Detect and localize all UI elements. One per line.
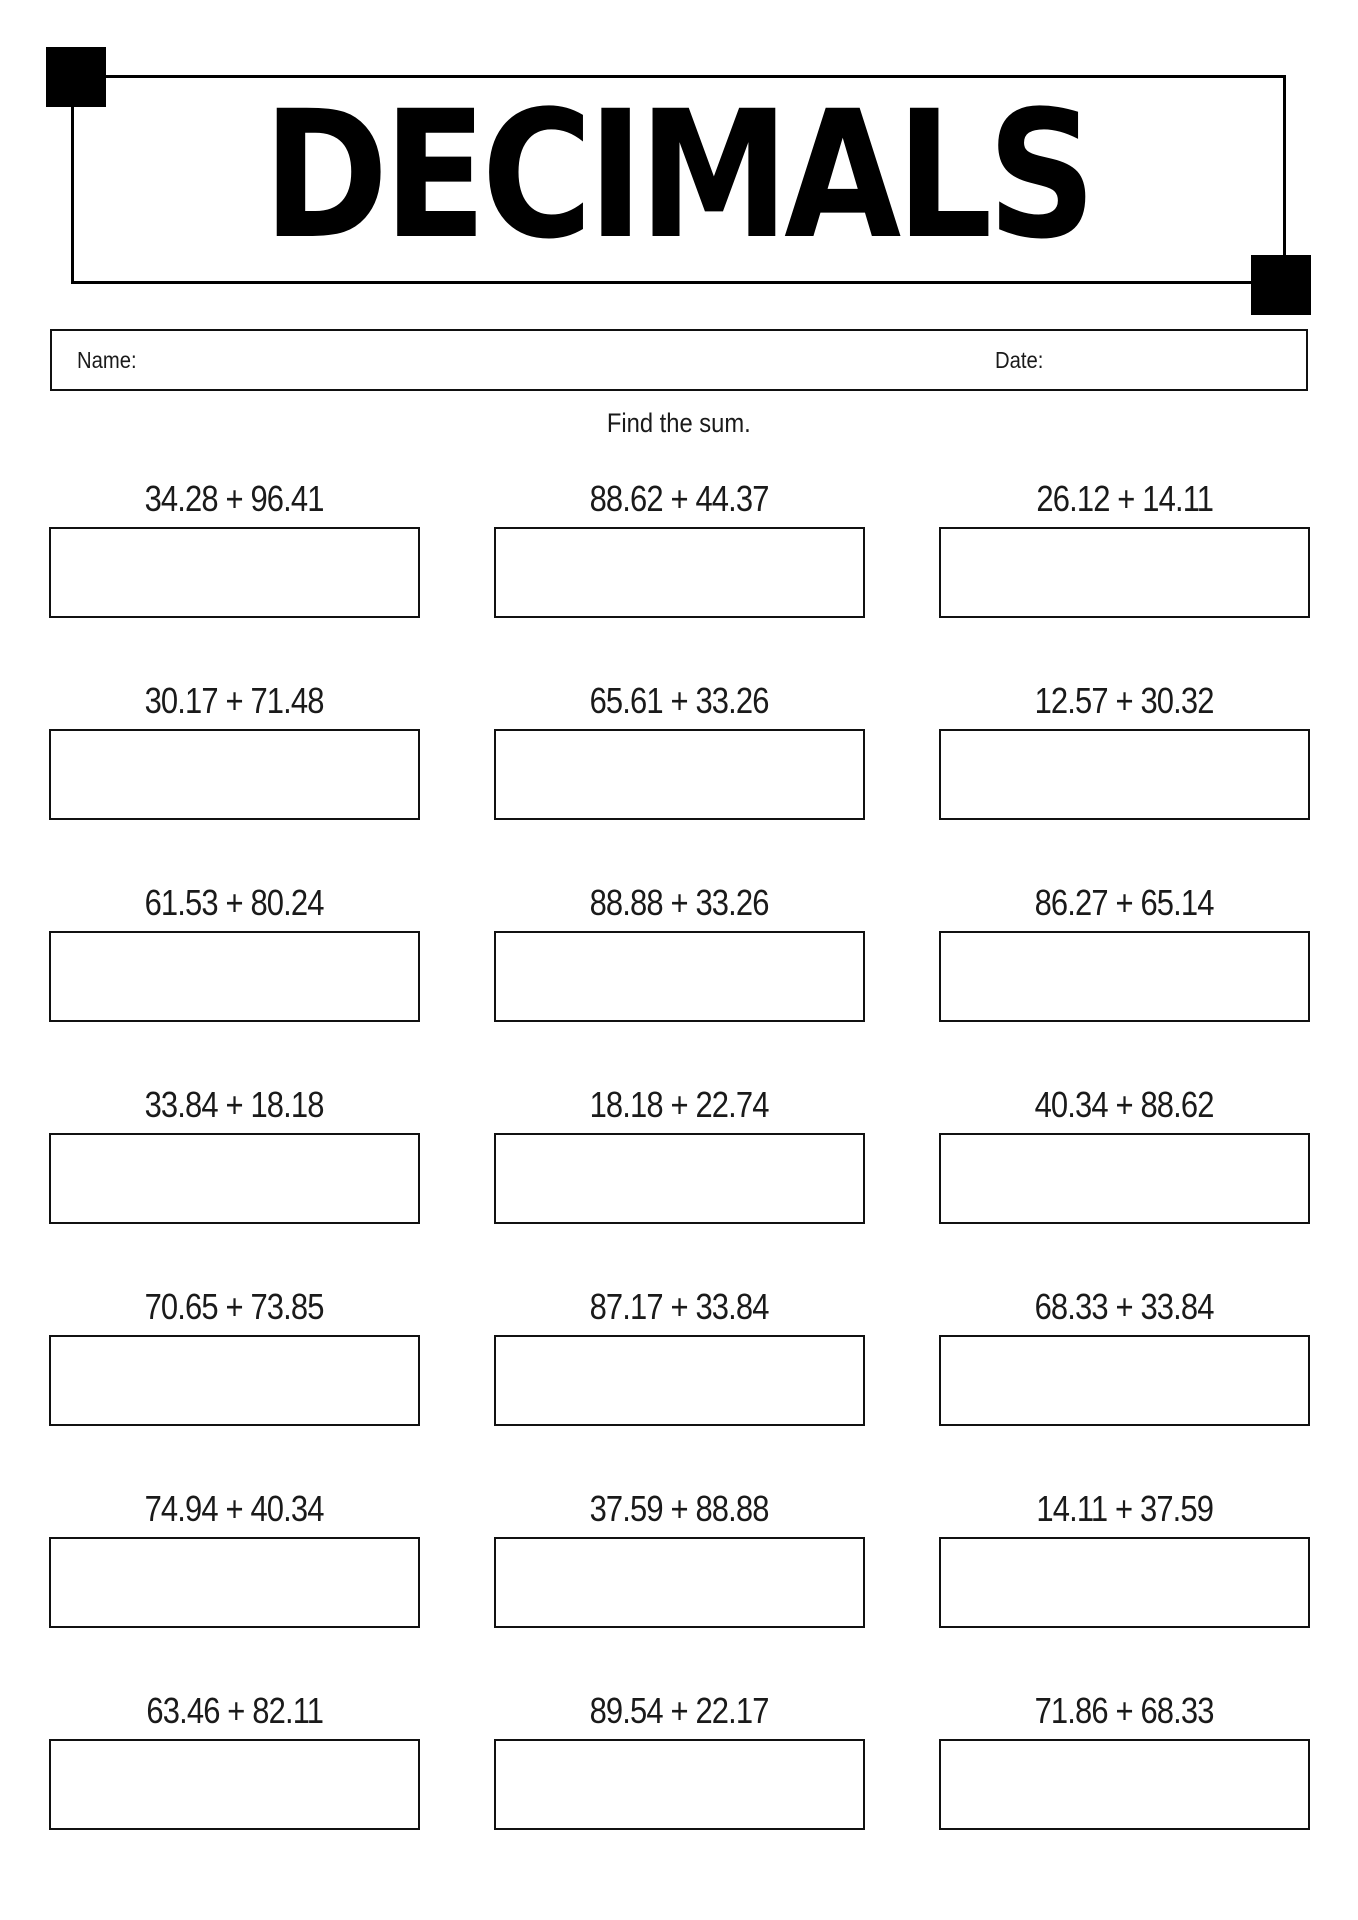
problem-expression: 89.54 + 22.17 [589,1690,770,1731]
answer-box[interactable] [49,1133,420,1224]
answer-box[interactable] [494,1739,865,1830]
answer-box[interactable] [939,729,1310,820]
page-title: DECIMALS [262,73,1092,278]
answer-box[interactable] [49,1739,420,1830]
problem-expression: 40.34 + 88.62 [1034,1084,1215,1125]
date-label: Date: [995,347,1044,373]
name-date-box[interactable] [50,329,1308,391]
answer-box[interactable] [939,1133,1310,1224]
problem-expression: 18.18 + 22.74 [589,1084,770,1125]
problem-expression: 87.17 + 33.84 [589,1286,770,1327]
problem-expression: 70.65 + 73.85 [144,1286,325,1327]
answer-box[interactable] [939,1537,1310,1628]
answer-box[interactable] [49,931,420,1022]
answer-box[interactable] [939,1739,1310,1830]
problem-expression: 68.33 + 33.84 [1034,1286,1215,1327]
answer-box[interactable] [49,1335,420,1426]
problem-expression: 33.84 + 18.18 [144,1084,325,1125]
problem-expression: 34.28 + 96.41 [144,478,325,519]
problem-expression: 65.61 + 33.26 [589,680,770,721]
answer-box[interactable] [494,729,865,820]
answer-box[interactable] [494,1133,865,1224]
answer-box[interactable] [49,527,420,618]
answer-box[interactable] [494,1335,865,1426]
answer-box[interactable] [494,1537,865,1628]
problem-expression: 26.12 + 14.11 [1036,478,1213,519]
problem-expression: 71.86 + 68.33 [1034,1690,1215,1731]
problem-expression: 37.59 + 88.88 [589,1488,770,1529]
problem-expression: 61.53 + 80.24 [144,882,325,923]
problem-expression: 74.94 + 40.34 [144,1488,325,1529]
instructions-text: Find the sum. [607,408,751,438]
problem-expression: 88.62 + 44.37 [589,478,770,519]
answer-box[interactable] [49,1537,420,1628]
answer-box[interactable] [494,527,865,618]
problem-expression: 88.88 + 33.26 [589,882,770,923]
problem-expression: 30.17 + 71.48 [144,680,325,721]
instructions [0,407,1358,439]
problem-expression: 12.57 + 30.32 [1034,680,1215,721]
problem-expression: 86.27 + 65.14 [1034,882,1215,923]
answer-box[interactable] [939,527,1310,618]
answer-box[interactable] [939,1335,1310,1426]
problem-expression: 63.46 + 82.11 [146,1690,323,1731]
problem-expression: 14.11 + 37.59 [1036,1488,1213,1529]
name-label: Name: [77,347,137,373]
answer-box[interactable] [49,729,420,820]
answer-box[interactable] [494,931,865,1022]
answer-box[interactable] [939,931,1310,1022]
